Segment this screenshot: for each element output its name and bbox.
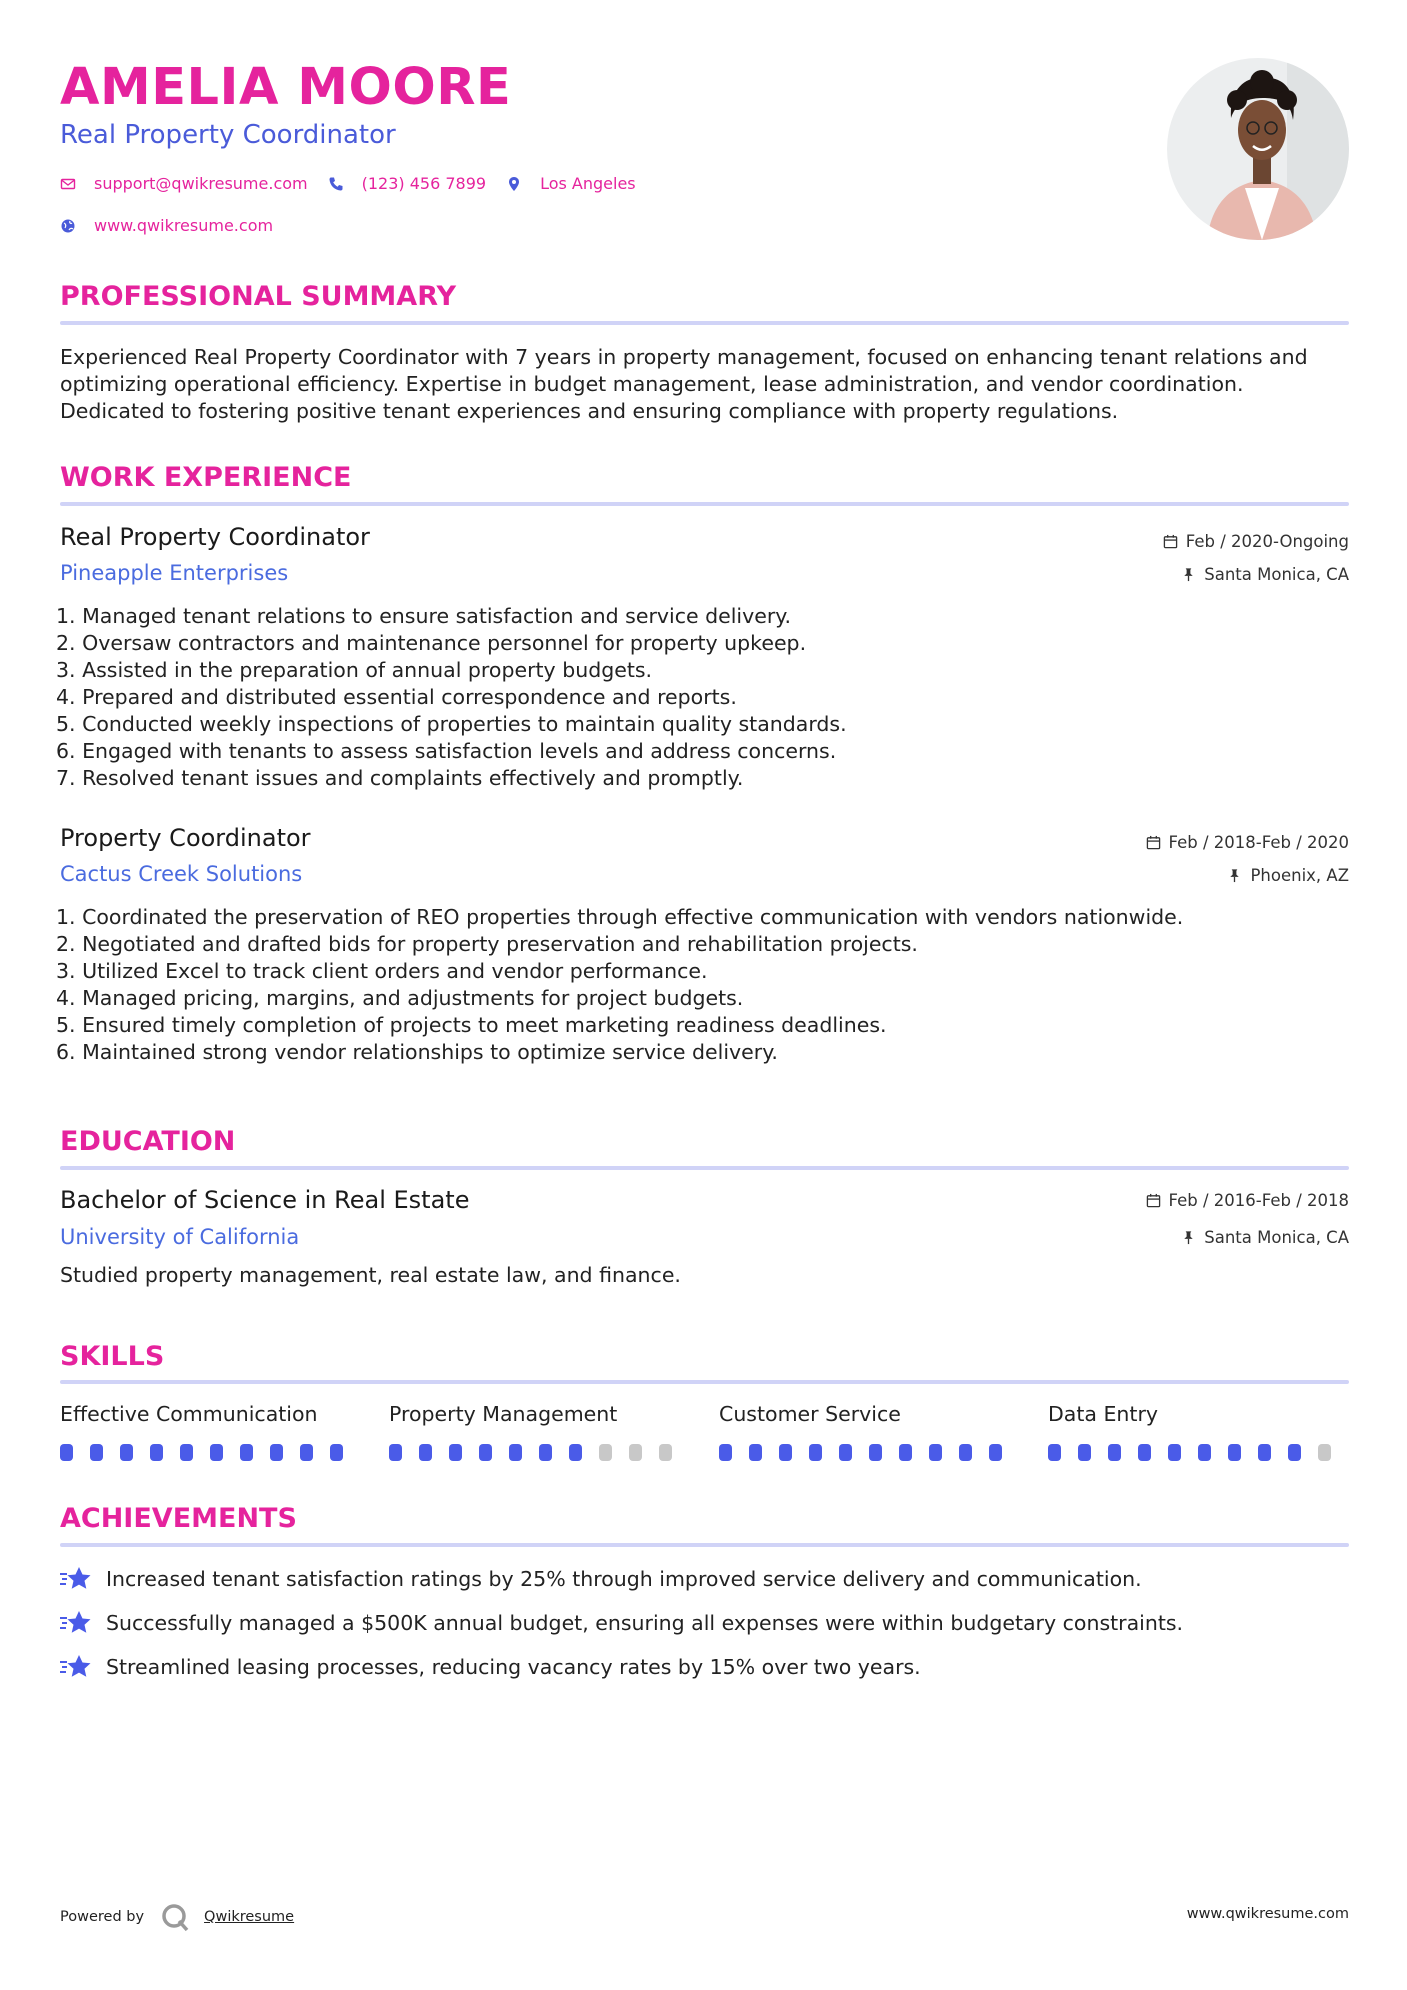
summary-heading: PROFESSIONAL SUMMARY <box>60 281 457 312</box>
rating-dot-filled <box>60 1444 73 1461</box>
achievement-text: Successfully managed a $500K annual budget, ensuring all expenses were within budgetary constraints. <box>106 1611 1184 1635</box>
pushpin-icon <box>1227 868 1242 883</box>
contact-row-1 <box>60 174 656 193</box>
rating-dot-filled <box>929 1444 942 1461</box>
skill-rating <box>389 1444 689 1461</box>
pushpin-icon <box>1181 1230 1196 1245</box>
rating-dot-filled <box>779 1444 792 1461</box>
job-2-location-text: Phoenix, AZ <box>1250 866 1349 885</box>
list-item: 1. Managed tenant relations to ensure satisfaction and service delivery. <box>56 604 792 628</box>
email-item[interactable] <box>60 174 308 193</box>
job-2-title: Property Coordinator <box>60 824 311 852</box>
skill-rating <box>1048 1444 1348 1461</box>
achievement-text: Increased tenant satisfaction ratings by 25% through improved service delivery and communication. <box>106 1567 1142 1591</box>
list-item: 3. Utilized Excel to track client orders and vendor performance. <box>56 959 708 983</box>
list-item: 2. Negotiated and drafted bids for property preservation and rehabilitation projects. <box>56 932 918 956</box>
rating-dot-filled <box>1138 1444 1151 1461</box>
rating-dot-filled <box>150 1444 163 1461</box>
skill-item <box>1048 1402 1348 1461</box>
rating-dot-filled <box>300 1444 313 1461</box>
website-item[interactable] <box>60 216 273 235</box>
summary-text: Experienced Real Property Coordinator with 7 years in property management, focused on enhancing tenant relations and optimizing operational efficiency. Expertise in budget management, lease administration, and vendor coordination. Dedicated to fostering positive tenant experiences and ensuring compliance with property regulations. <box>60 345 1308 423</box>
rating-dot-empty <box>659 1444 672 1461</box>
education-divider <box>60 1166 1349 1170</box>
achievement-item <box>60 1610 1183 1636</box>
rating-dot-filled <box>1048 1444 1061 1461</box>
calendar-icon <box>1163 534 1178 549</box>
rating-dot-empty <box>599 1444 612 1461</box>
contact-row-2 <box>60 216 293 235</box>
location-item <box>506 174 636 193</box>
rating-dot-filled <box>389 1444 402 1461</box>
education-location <box>1181 1228 1349 1247</box>
rating-dot-filled <box>180 1444 193 1461</box>
rating-dot-filled <box>90 1444 103 1461</box>
rating-dot-filled <box>1288 1444 1301 1461</box>
rating-dot-filled <box>959 1444 972 1461</box>
degree-title: Bachelor of Science in Real Estate <box>60 1186 470 1214</box>
job-1-location <box>1181 565 1349 584</box>
job-1-company[interactable]: Pineapple Enterprises <box>60 561 289 585</box>
list-item: 1. Coordinated the preservation of REO properties through effective communication with vendors nationwide. <box>56 905 1184 929</box>
location-text: Los Angeles <box>540 174 636 193</box>
list-item: 2. Oversaw contractors and maintenance personnel for property upkeep. <box>56 631 807 655</box>
skill-name: Data Entry <box>1048 1402 1159 1426</box>
skill-rating <box>719 1444 1019 1461</box>
achievements-heading: ACHIEVEMENTS <box>60 1503 297 1534</box>
map-pin-icon <box>506 176 522 192</box>
list-item: 6. Engaged with tenants to assess satisfaction levels and address concerns. <box>56 739 837 763</box>
rating-dot-empty <box>629 1444 642 1461</box>
job-2-company[interactable]: Cactus Creek Solutions <box>60 862 303 886</box>
achievements-divider <box>60 1543 1349 1547</box>
rating-dot-filled <box>509 1444 522 1461</box>
phone-text: (123) 456 7899 <box>361 174 487 193</box>
rating-dot-filled <box>330 1444 343 1461</box>
rating-dot-filled <box>1198 1444 1211 1461</box>
rating-dot-filled <box>1228 1444 1241 1461</box>
rating-dot-filled <box>1078 1444 1091 1461</box>
calendar-icon <box>1146 835 1161 850</box>
email-text: support@qwikresume.com <box>94 174 308 193</box>
globe-icon <box>60 218 76 234</box>
achievement-item <box>60 1654 921 1680</box>
education-dates <box>1146 1191 1349 1210</box>
footer-url[interactable]: www.qwikresume.com <box>1186 1906 1349 1922</box>
rating-dot-filled <box>899 1444 912 1461</box>
envelope-icon <box>60 176 76 192</box>
qwikresume-logo-icon <box>160 1902 190 1932</box>
rating-dot-filled <box>749 1444 762 1461</box>
star-icon <box>60 1610 92 1636</box>
profile-photo <box>1167 58 1349 240</box>
list-item: 6. Maintained strong vendor relationships to optimize service delivery. <box>56 1040 778 1064</box>
list-item: 5. Ensured timely completion of projects to meet marketing readiness deadlines. <box>56 1013 887 1037</box>
job-1-location-text: Santa Monica, CA <box>1204 565 1349 584</box>
education-heading: EDUCATION <box>60 1126 236 1157</box>
pushpin-icon <box>1181 567 1196 582</box>
skill-name: Customer Service <box>719 1402 901 1426</box>
star-icon <box>60 1566 92 1592</box>
skill-rating <box>60 1444 360 1461</box>
rating-dot-filled <box>479 1444 492 1461</box>
rating-dot-filled <box>539 1444 552 1461</box>
rating-dot-filled <box>809 1444 822 1461</box>
education-description: Studied property management, real estate law, and finance. <box>60 1263 681 1287</box>
rating-dot-filled <box>419 1444 432 1461</box>
skill-name: Property Management <box>389 1402 618 1426</box>
skill-item <box>60 1402 360 1461</box>
job-1-duties <box>56 603 1345 792</box>
education-location-text: Santa Monica, CA <box>1204 1228 1349 1247</box>
rating-dot-filled <box>719 1444 732 1461</box>
candidate-title: Real Property Coordinator <box>60 120 396 150</box>
skill-item <box>389 1402 689 1461</box>
footer-branding <box>60 1902 294 1932</box>
rating-dot-filled <box>869 1444 882 1461</box>
powered-by-label: Powered by <box>60 1909 145 1925</box>
calendar-icon <box>1146 1193 1161 1208</box>
experience-heading: WORK EXPERIENCE <box>60 462 352 493</box>
phone-icon <box>328 176 344 192</box>
job-1-dates-text: Feb / 2020-Ongoing <box>1185 532 1349 551</box>
summary-divider <box>60 321 1349 325</box>
school-name[interactable]: University of California <box>60 1225 300 1249</box>
list-item: 4. Prepared and distributed essential correspondence and reports. <box>56 685 737 709</box>
job-1-dates <box>1163 532 1349 551</box>
job-2-dates-text: Feb / 2018-Feb / 2020 <box>1168 833 1349 852</box>
skills-divider <box>60 1380 1349 1384</box>
rating-dot-filled <box>240 1444 253 1461</box>
experience-divider <box>60 502 1349 506</box>
job-1-title: Real Property Coordinator <box>60 523 370 551</box>
rating-dot-empty <box>1318 1444 1331 1461</box>
skill-item <box>719 1402 1019 1461</box>
job-2-dates <box>1146 833 1349 852</box>
rating-dot-filled <box>270 1444 283 1461</box>
achievement-item <box>60 1566 1142 1592</box>
skill-name: Effective Communication <box>60 1402 318 1426</box>
brand-link[interactable]: Qwikresume <box>204 1909 295 1925</box>
achievement-text: Streamlined leasing processes, reducing vacancy rates by 15% over two years. <box>106 1655 921 1679</box>
education-dates-text: Feb / 2016-Feb / 2018 <box>1168 1191 1349 1210</box>
skills-heading: SKILLS <box>60 1341 165 1372</box>
list-item: 4. Managed pricing, margins, and adjustments for project budgets. <box>56 986 744 1010</box>
job-2-location <box>1227 866 1349 885</box>
rating-dot-filled <box>1258 1444 1271 1461</box>
list-item: 5. Conducted weekly inspections of properties to maintain quality standards. <box>56 712 847 736</box>
rating-dot-filled <box>989 1444 1002 1461</box>
rating-dot-filled <box>120 1444 133 1461</box>
candidate-name: AMELIA MOORE <box>60 58 512 117</box>
rating-dot-filled <box>1168 1444 1181 1461</box>
rating-dot-filled <box>839 1444 852 1461</box>
website-text: www.qwikresume.com <box>94 216 274 235</box>
list-item: 3. Assisted in the preparation of annual property budgets. <box>56 658 653 682</box>
star-icon <box>60 1654 92 1680</box>
rating-dot-filled <box>1108 1444 1121 1461</box>
rating-dot-filled <box>210 1444 223 1461</box>
job-2-duties <box>56 904 1345 1066</box>
rating-dot-filled <box>449 1444 462 1461</box>
list-item: 7. Resolved tenant issues and complaints effectively and promptly. <box>56 766 744 790</box>
phone-item[interactable] <box>328 174 486 193</box>
rating-dot-filled <box>569 1444 582 1461</box>
